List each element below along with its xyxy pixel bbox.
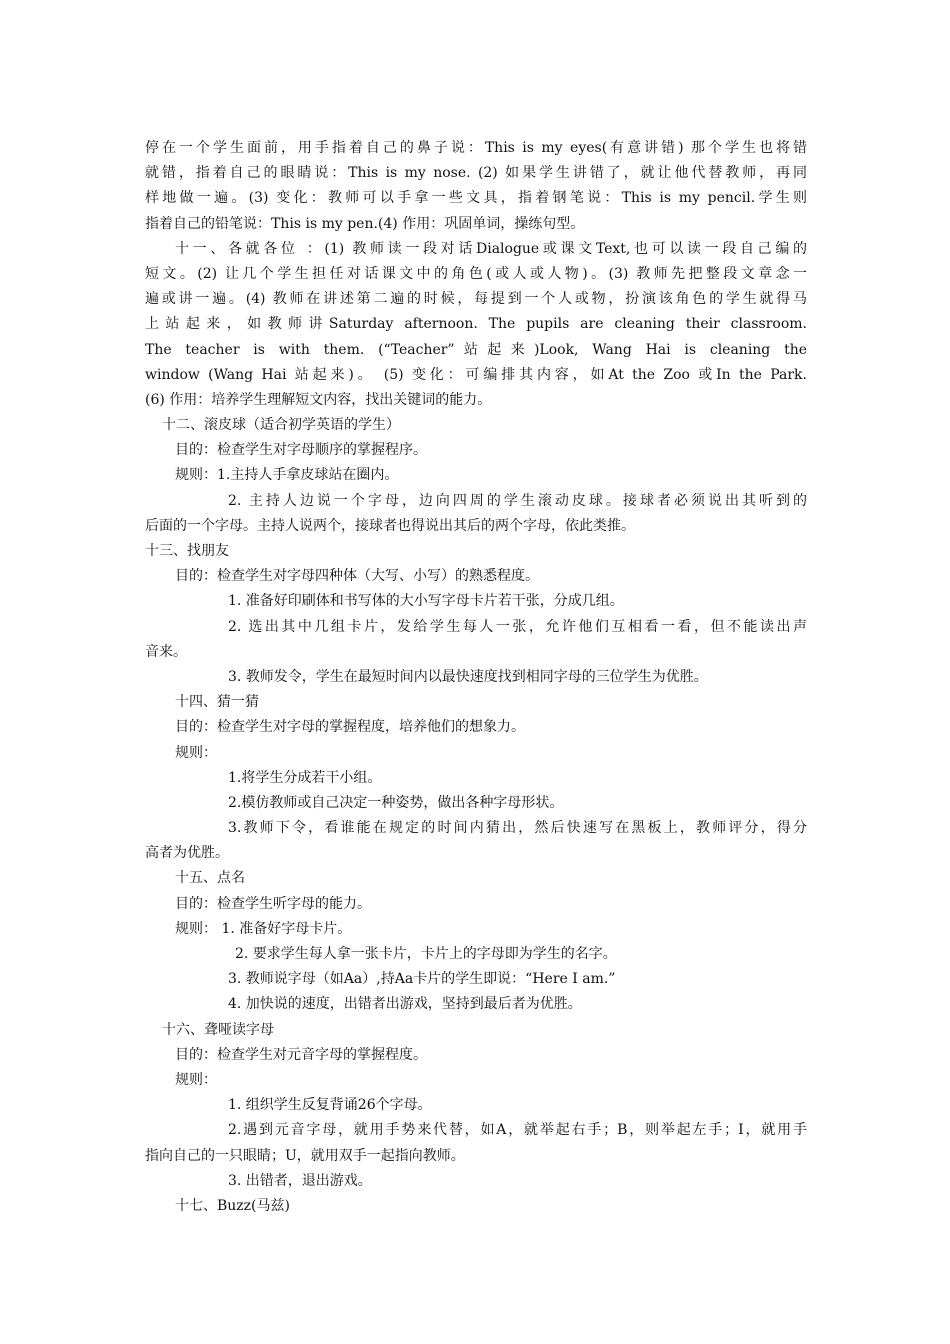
text-line: 2. 主持人边说一个字母，边向四周的学生滚动皮球。接球者必须说出其听到的 [228, 492, 807, 509]
text-line: 规则：1.主持人手拿皮球站在圈内。 [175, 467, 399, 484]
text-line: 1. 组织学生反复背诵26个字母。 [228, 1097, 432, 1114]
text-line: 2.模仿教师或自己决定一种姿势，做出各种字母形状。 [228, 794, 564, 811]
text-line: 十四、猜一猜 [175, 694, 259, 711]
text-line: 短文。(2) 让几个学生担任对话课文中的角色(或人或人物)。(3) 教师先把整段文章念一 [145, 265, 807, 282]
text-line: 规则： 1. 准备好字母卡片。 [175, 920, 352, 937]
text-line: 高者为优胜。 [145, 845, 229, 862]
text-line: 2. 要求学生每人拿一张卡片，卡片上的字母即为学生的名字。 [235, 946, 617, 962]
text-line: 样地做一遍。(3) 变化：教师可以手拿一些文具，指着钢笔说：This is my pencil.学生则 [145, 190, 807, 207]
text-line: window (Wang Hai 站起来)。 (5) 变化：可编排其内容，如At the Zoo 或In the Park. [145, 366, 807, 383]
text-line: The teacher is with them. (“Teacher”站起来)Look, Wang Hai is cleaning the [145, 341, 807, 358]
text-line: 十七、Buzz(马兹) [175, 1197, 290, 1214]
document-body [145, 136, 807, 1219]
text-line: 2.遇到元音字母，就用手势来代替，如A，就举起右手；B，则举起左手；I，就用手 [228, 1122, 807, 1139]
text-line: 音来。 [145, 643, 187, 660]
text-line: 十一、各就各位 ：(1) 教师读一段对话Dialogue或课文Text,也可以读一段自己编的 [175, 240, 807, 257]
text-line: 指向自己的一只眼睛；U，就用双手一起指向教师。 [145, 1147, 465, 1164]
text-line: 3.教师下令，看谁能在规定的时间内猜出，然后快速写在黑板上，教师评分，得分 [228, 820, 807, 837]
text-line: 4. 加快说的速度，出错者出游戏，坚持到最后者为优胜。 [228, 996, 582, 1013]
text-line: 1. 准备好印刷体和书写体的大小写字母卡片若干张，分成几组。 [228, 593, 624, 610]
text-line: 就错，指着自己的眼睛说：This is my nose. (2) 如果学生讲错了，就让他代替教师，再同 [145, 165, 807, 182]
text-line: 2. 选出其中几组卡片，发给学生每人一张，允许他们互相看一看，但不能读出声 [228, 618, 807, 635]
text-line: 后面的一个字母。主持人说两个，接球者也得说出其后的两个字母，依此类推。 [145, 517, 635, 534]
text-line: 十三、找朋友 [145, 543, 229, 559]
text-line: 目的：检查学生听字母的能力。 [175, 895, 371, 912]
text-line: 目的：检查学生对元音字母的掌握程度。 [175, 1046, 427, 1063]
text-line: 3. 教师发令，学生在最短时间内以最快速度找到相同字母的三位学生为优胜。 [228, 668, 708, 685]
text-line: 十二、滚皮球（适合初学英语的学生） [162, 417, 400, 434]
text-line: 目的：检查学生对字母的掌握程度，培养他们的想象力。 [175, 719, 525, 736]
text-line: 十五、点名 [175, 870, 245, 887]
text-line: 3. 出错者，退出游戏。 [228, 1172, 372, 1189]
text-line: 规则： [175, 1071, 217, 1088]
text-line: 遍或讲一遍。(4) 教师在讲述第二遍的时候，每提到一个人或物，扮演该角色的学生就得马 [145, 291, 807, 308]
text-line: 停在一个学生面前，用手指着自己的鼻子说：This is my eyes(有意讲错) 那个学生也将错 [145, 140, 807, 156]
text-line: 目的：检查学生对字母四种体（大写、小写）的熟悉程度。 [175, 568, 539, 585]
text-line: 十六、聋哑读字母 [162, 1021, 274, 1038]
text-line: 1.将学生分成若干小组。 [228, 769, 382, 786]
text-line: 上站起来，如教师讲Saturday afternoon. The pupils are cleaning their classroom. [145, 316, 807, 333]
text-line: 规则： [175, 744, 217, 761]
text-line: (6) 作用：培养学生理解短文内容，找出关键词的能力。 [145, 391, 492, 408]
text-line: 目的：检查学生对字母顺序的掌握程序。 [175, 442, 427, 459]
text-line: 指着自己的铅笔说：This is my pen.(4) 作用：巩固单词，操练句型。 [145, 215, 585, 232]
text-line: 3. 教师说字母（如Aa）,持Aa卡片的学生即说：“Here I am.” [228, 971, 616, 988]
